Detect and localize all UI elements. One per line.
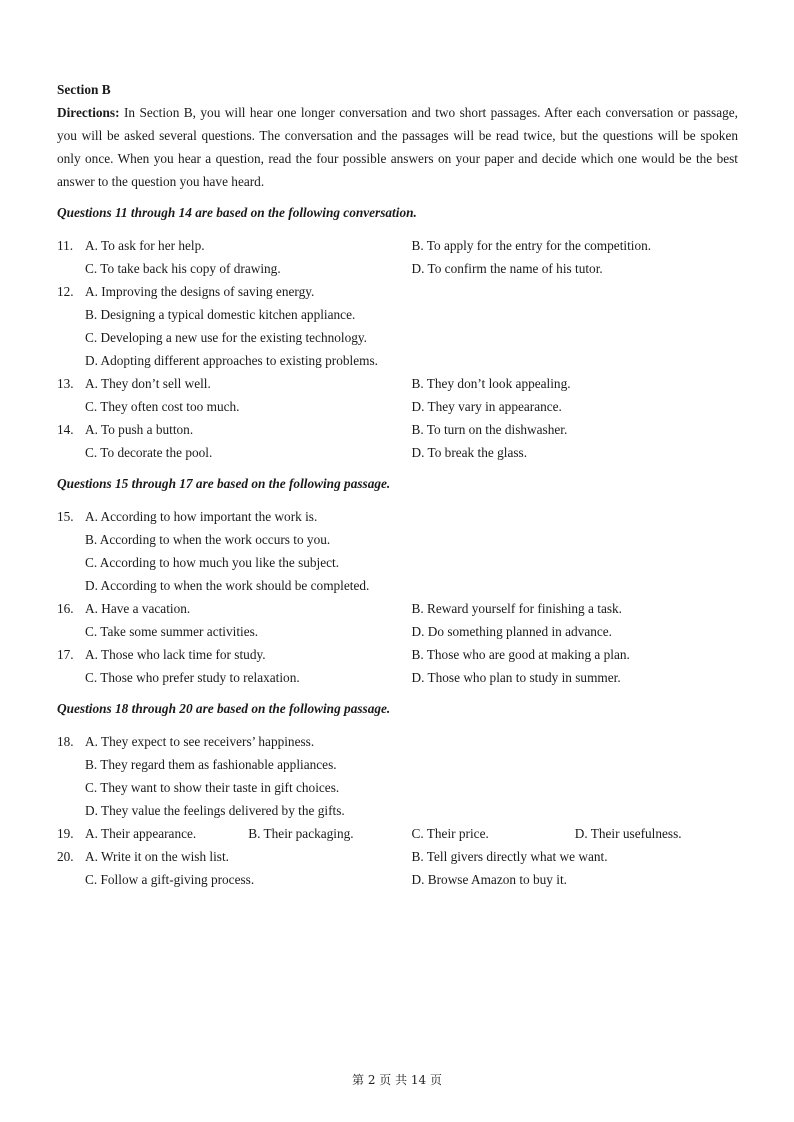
option-b: B. To turn on the dishwasher. xyxy=(411,422,568,437)
question-number: 12. xyxy=(57,284,74,299)
group-heading: Questions 15 through 17 are based on the following passage. xyxy=(57,476,391,491)
question-19 xyxy=(57,822,738,845)
question-13 xyxy=(57,372,738,418)
option-b: B. Reward yourself for finishing a task. xyxy=(411,601,622,616)
option-a: A. They expect to see receivers’ happiness. xyxy=(85,734,315,749)
group-heading: Questions 11 through 14 are based on the following conversation. xyxy=(57,205,417,220)
content-area xyxy=(57,80,738,891)
question-number: 20. xyxy=(57,849,74,864)
question-group-11-14 xyxy=(57,203,738,464)
option-a: A. Improving the designs of saving energy. xyxy=(85,284,315,299)
option-d: D. To break the glass. xyxy=(411,445,528,460)
question-number: 11. xyxy=(57,238,74,253)
question-18 xyxy=(57,730,738,822)
option-d: D. Adopting different approaches to existing problems. xyxy=(85,353,378,368)
option-d: D. To confirm the name of his tutor. xyxy=(411,261,603,276)
option-c: C. They often cost too much. xyxy=(85,399,240,414)
question-11 xyxy=(57,234,738,280)
option-c: C. Their price. xyxy=(411,826,489,841)
option-b: B. To apply for the entry for the competition. xyxy=(411,238,652,253)
page-footer: 第 2 页 共 14 页 xyxy=(352,1073,442,1087)
section-title: Section B xyxy=(57,82,111,97)
option-b: B. They regard them as fashionable appliances. xyxy=(85,757,337,772)
directions-lead: Directions: xyxy=(57,105,120,120)
option-c: C. According to how much you like the subject. xyxy=(85,555,340,570)
question-number: 17. xyxy=(57,647,74,662)
question-number: 18. xyxy=(57,734,74,749)
question-14 xyxy=(57,418,738,464)
question-17 xyxy=(57,643,738,689)
option-b: B. Designing a typical domestic kitchen appliance. xyxy=(85,307,356,322)
option-d: D. They value the feelings delivered by the gifts. xyxy=(85,803,345,818)
option-b: B. According to when the work occurs to you. xyxy=(85,532,331,547)
option-d: D. Do something planned in advance. xyxy=(411,624,613,639)
option-c: C. They want to show their taste in gift choices. xyxy=(85,780,340,795)
question-group-15-17 xyxy=(57,474,738,689)
question-number: 13. xyxy=(57,376,74,391)
question-number: 14. xyxy=(57,422,74,437)
option-c: C. To take back his copy of drawing. xyxy=(85,261,281,276)
question-16 xyxy=(57,597,738,643)
option-d: D. Browse Amazon to buy it. xyxy=(411,872,567,887)
question-group-18-20 xyxy=(57,699,738,891)
option-c: C. Those who prefer study to relaxation. xyxy=(85,670,300,685)
question-number: 16. xyxy=(57,601,74,616)
question-number: 19. xyxy=(57,826,74,841)
option-b: B. They don’t look appealing. xyxy=(411,376,571,391)
directions-paragraph xyxy=(57,101,738,193)
option-a: A. Those who lack time for study. xyxy=(85,647,266,662)
option-a: A. According to how important the work is. xyxy=(85,509,318,524)
option-a: A. Write it on the wish list. xyxy=(85,849,229,864)
group-heading: Questions 18 through 20 are based on the following passage. xyxy=(57,701,391,716)
option-d: D. Those who plan to study in summer. xyxy=(411,670,621,685)
option-c: C. Follow a gift-giving process. xyxy=(85,872,255,887)
question-number: 15. xyxy=(57,509,74,524)
directions-text: In Section B, you will hear one longer conversation and two short passages. After each conversation or passage, you will be asked several questions. The conversation and the passages will be read twice, but the questions will be spoken only once. When you hear a question, read the four possible answers on your paper and decide which one would be the best answer to the question you have heard. xyxy=(57,105,738,189)
option-d: D. According to when the work should be completed. xyxy=(85,578,370,593)
question-20 xyxy=(57,845,738,891)
option-d: D. Their usefulness. xyxy=(574,826,682,841)
question-15 xyxy=(57,505,738,597)
option-a: A. They don’t sell well. xyxy=(85,376,211,391)
option-c: C. To decorate the pool. xyxy=(85,445,213,460)
question-12 xyxy=(57,280,738,372)
option-a: A. To push a button. xyxy=(85,422,194,437)
option-b: B. Their packaging. xyxy=(248,826,354,841)
option-b: B. Tell givers directly what we want. xyxy=(411,849,608,864)
option-c: C. Take some summer activities. xyxy=(85,624,259,639)
option-c: C. Developing a new use for the existing technology. xyxy=(85,330,368,345)
option-a: A. Their appearance. xyxy=(85,826,197,841)
option-a: A. Have a vacation. xyxy=(85,601,191,616)
option-a: A. To ask for her help. xyxy=(85,238,205,253)
option-d: D. They vary in appearance. xyxy=(411,399,562,414)
option-b: B. Those who are good at making a plan. xyxy=(411,647,630,662)
